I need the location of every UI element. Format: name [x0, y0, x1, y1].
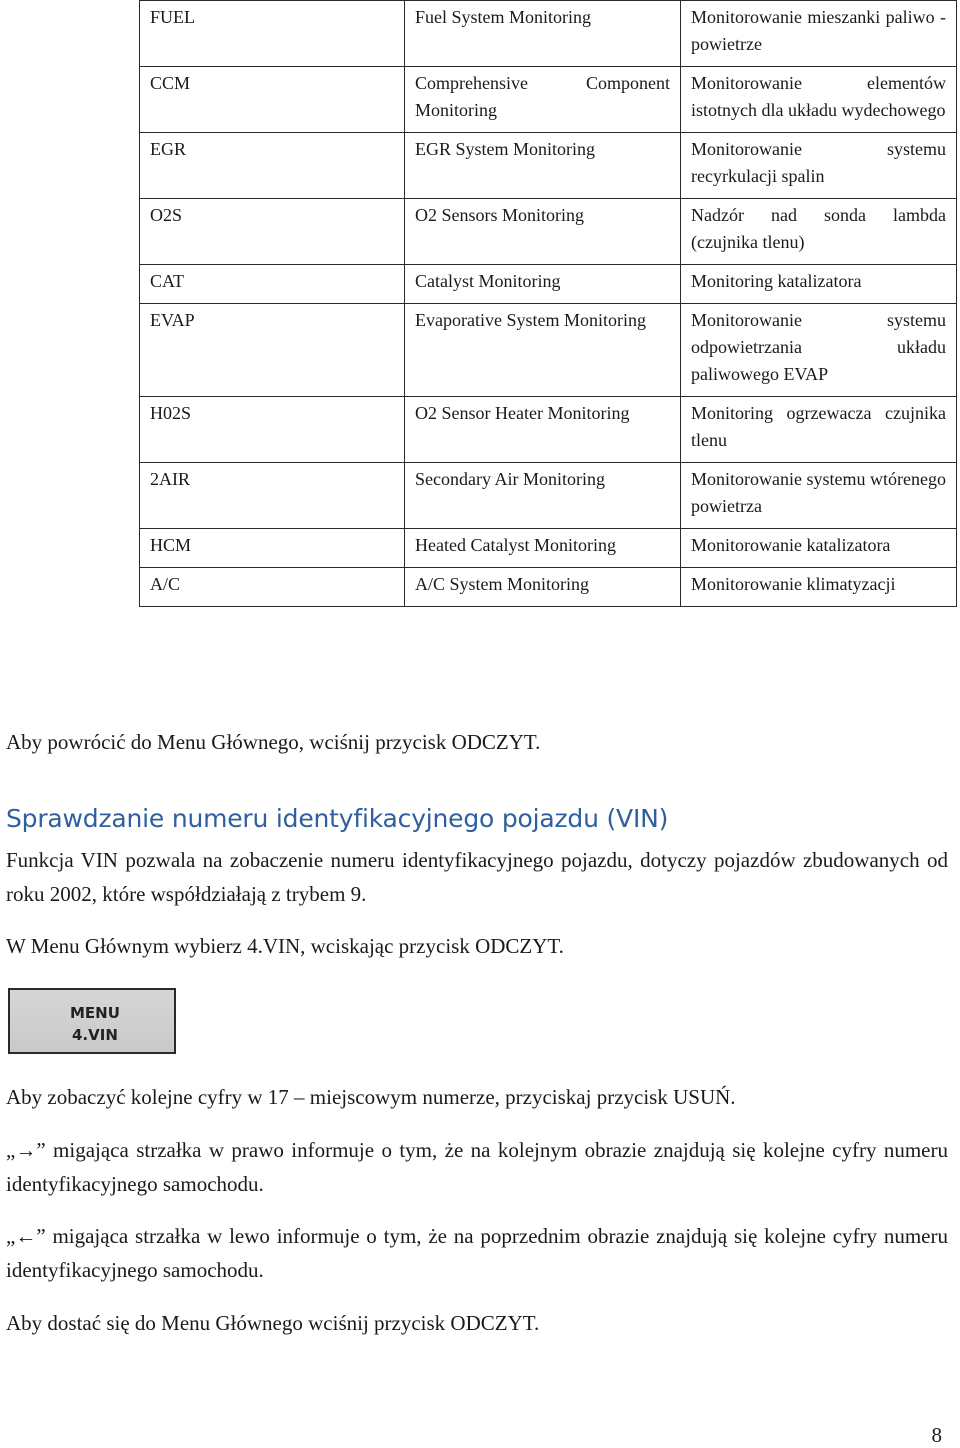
monitor-name-cell: Heated Catalyst Monitoring [405, 529, 681, 568]
table-row [140, 304, 957, 397]
monitor-description-cell: Monitorowanie katalizatora [681, 529, 957, 568]
table-row [140, 397, 957, 463]
monitor-code-cell: FUEL [140, 1, 405, 67]
vin-heading: Sprawdzanie numeru identyfikacyjnego pojazdu (VIN) [6, 804, 669, 833]
monitor-name-cell: Catalyst Monitoring [405, 265, 681, 304]
vin-select-instruction: W Menu Głównym wybierz 4.VIN, wciskając przycisk ODCZYT. [6, 934, 564, 958]
vin-next-instruction: Aby zobaczyć kolejne cyfry w 17 – miejscowym numerze, przyciskaj przycisk USUŃ. [6, 1085, 736, 1109]
monitor-description-cell: Monitorowanie systemu recyrkulacji spalin [681, 133, 957, 199]
monitor-name-cell: EGR System Monitoring [405, 133, 681, 199]
table-row [140, 529, 957, 568]
table-row [140, 568, 957, 607]
monitor-code-cell: CAT [140, 265, 405, 304]
table-row [140, 199, 957, 265]
monitor-code-cell: EGR [140, 133, 405, 199]
monitor-description-cell: Monitorowanie elementów istotnych dla układu wydechowego [681, 67, 957, 133]
arrow-right-note: „→” migająca strzałka w prawo informuje o tym, że na kolejnym obrazie znajdują się kolejne cyfry numeru identyfikacyjnego samochodu. [6, 1138, 948, 1196]
table-row [140, 67, 957, 133]
monitor-name-cell: Fuel System Monitoring [405, 1, 681, 67]
arrow-left-note: „←” migająca strzałka w lewo informuje o tym, że na poprzednim obrazie znajdują się kolejne cyfry numeru identyfikacyjnego samochodu. [6, 1224, 948, 1282]
vin-intro: Funkcja VIN pozwala na zobaczenie numeru identyfikacyjnego pojazdu, dotyczy pojazdów zbudowanych od roku 2002, które współdziałają z trybem 9. [6, 848, 948, 906]
monitor-name-cell: A/C System Monitoring [405, 568, 681, 607]
monitor-name-cell: O2 Sensor Heater Monitoring [405, 397, 681, 463]
monitor-description-cell: Monitorowanie systemu wtórenego powietrza [681, 463, 957, 529]
monitor-code-cell: 2AIR [140, 463, 405, 529]
lcd-line-menu: MENU [70, 1004, 120, 1022]
monitor-code-cell: HCM [140, 529, 405, 568]
monitor-description-cell: Monitorowanie systemu odpowietrzania układu paliwowego EVAP [681, 304, 957, 397]
lcd-line-vin: 4.VIN [72, 1026, 118, 1044]
return-note: Aby powrócić do Menu Głównego, wciśnij przycisk ODCZYT. [6, 730, 541, 754]
monitor-description-cell: Monitoring katalizatora [681, 265, 957, 304]
monitor-description-cell: Monitoring ogrzewacza czujnika tlenu [681, 397, 957, 463]
monitor-name-cell: O2 Sensors Monitoring [405, 199, 681, 265]
table-row [140, 1, 957, 67]
monitor-description-cell: Monitorowanie mieszanki paliwo - powietrze [681, 1, 957, 67]
monitor-code-cell: H02S [140, 397, 405, 463]
monitor-code-cell: O2S [140, 199, 405, 265]
monitor-name-cell: Evaporative System Monitoring [405, 304, 681, 397]
monitor-code-cell: CCM [140, 67, 405, 133]
monitor-description-cell: Monitorowanie klimatyzacji [681, 568, 957, 607]
monitor-table-body [140, 1, 957, 607]
page-number: 8 [931, 1423, 942, 1447]
table-row [140, 463, 957, 529]
monitor-name-cell: Comprehensive Component Monitoring [405, 67, 681, 133]
monitor-description-cell: Nadzór nad sonda lambda (czujnika tlenu) [681, 199, 957, 265]
table-row [140, 133, 957, 199]
monitor-code-cell: EVAP [140, 304, 405, 397]
table-row [140, 265, 957, 304]
monitor-code-cell: A/C [140, 568, 405, 607]
lcd-menu-display [8, 988, 176, 1054]
back-note: Aby dostać się do Menu Głównego wciśnij przycisk ODCZYT. [6, 1311, 540, 1335]
monitor-table [139, 0, 957, 607]
monitor-name-cell: Secondary Air Monitoring [405, 463, 681, 529]
